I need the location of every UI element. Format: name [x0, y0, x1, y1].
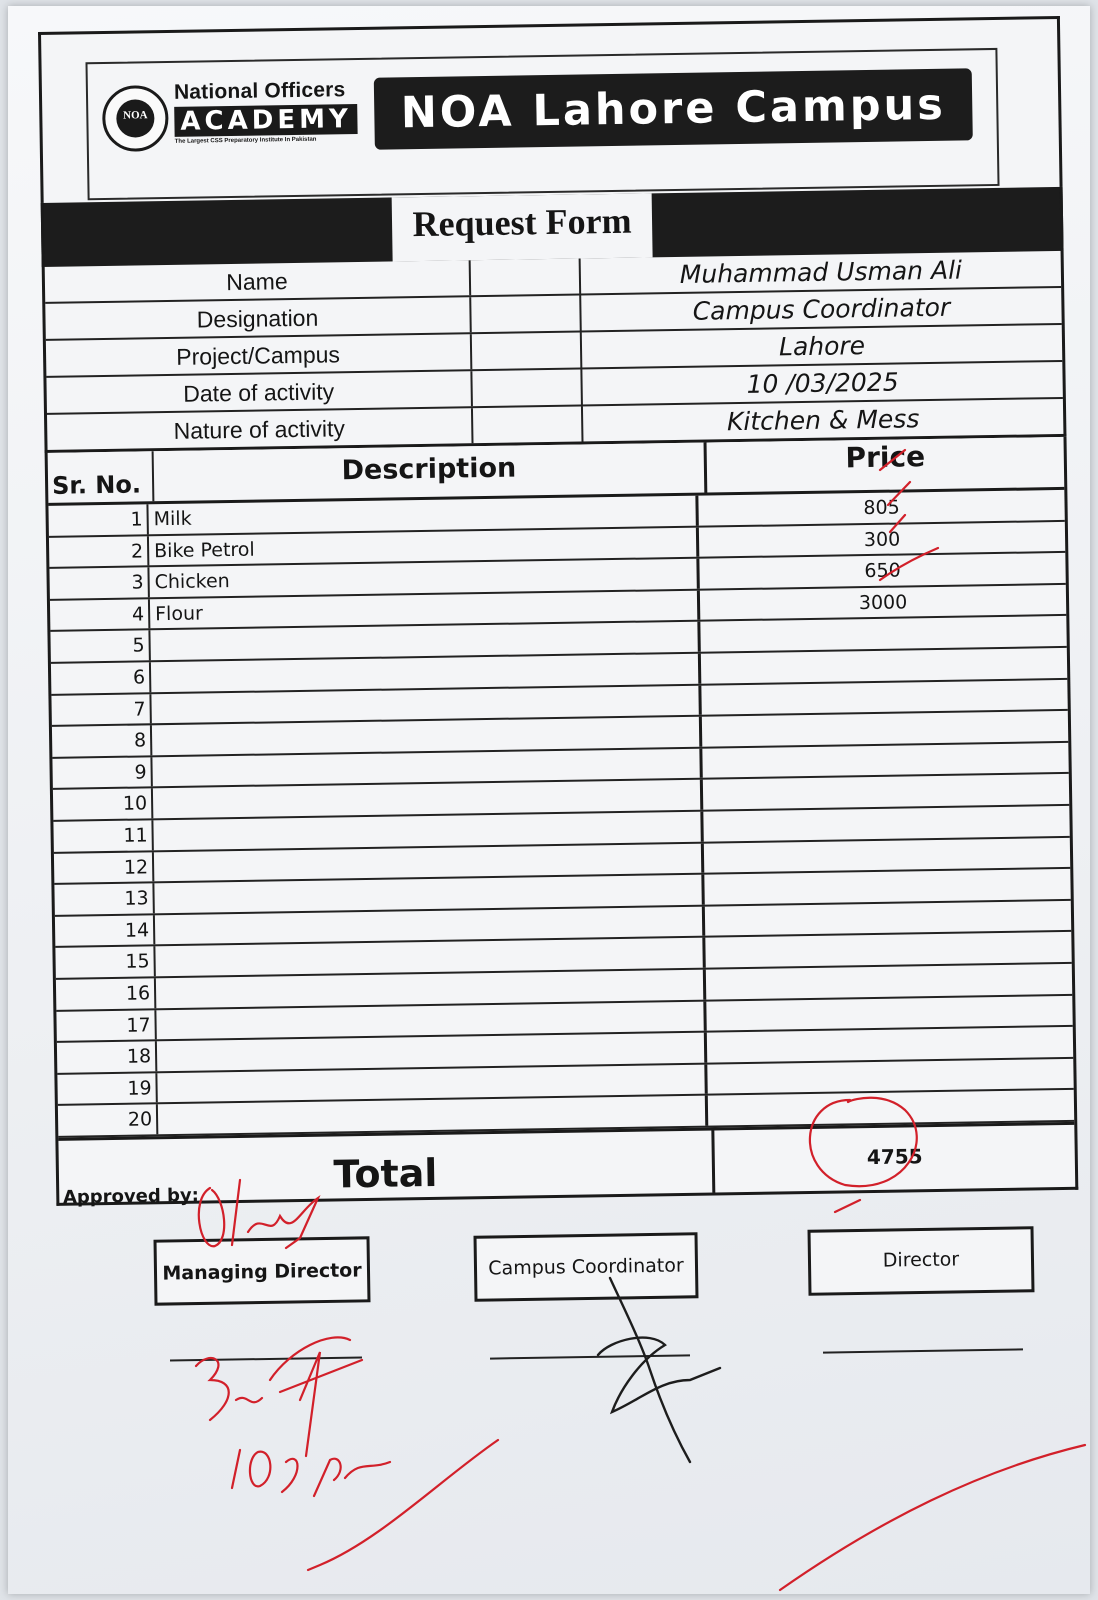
row-description: Milk — [148, 496, 698, 534]
director-signature-line — [823, 1348, 1023, 1353]
info-label: Name — [45, 260, 471, 302]
row-number: 17 — [56, 1010, 156, 1041]
row-number: 7 — [51, 694, 151, 725]
row-number: 18 — [57, 1041, 157, 1072]
row-price — [701, 679, 1067, 714]
campus-coordinator-box: Campus Coordinator — [473, 1232, 698, 1302]
managing-director-box: Managing Director — [153, 1236, 370, 1305]
campus-banner: NOA Lahore Campus — [374, 68, 973, 149]
row-number: 15 — [55, 947, 155, 978]
row-price — [702, 743, 1068, 778]
row-price — [704, 869, 1070, 904]
row-number: 9 — [52, 757, 152, 788]
row-number: 6 — [51, 662, 151, 693]
info-value: 10 /03/2025 — [746, 367, 899, 399]
header-frame — [85, 48, 999, 200]
logo-emblem-text: NOA — [122, 109, 148, 122]
row-price — [703, 774, 1069, 809]
row-number: 10 — [53, 789, 153, 820]
noa-logo-icon — [102, 85, 169, 152]
col-desc-header: Description — [154, 443, 708, 502]
row-number: 2 — [49, 536, 149, 567]
row-number: 1 — [48, 504, 148, 535]
approved-by-label: Approved by: — [62, 1184, 200, 1209]
row-number: 8 — [52, 725, 152, 756]
info-label: Date of activity — [46, 371, 472, 413]
info-label: Nature of activity — [47, 408, 473, 450]
row-number: 16 — [56, 978, 156, 1009]
row-number: 19 — [57, 1073, 157, 1104]
row-price — [707, 1059, 1073, 1094]
row-description: Bike Petrol — [149, 527, 699, 565]
row-description: Flour — [150, 590, 700, 628]
row-price — [705, 901, 1071, 936]
info-value: Muhammad Usman Ali — [679, 255, 963, 289]
row-price — [706, 995, 1072, 1030]
director-box: Director — [807, 1226, 1034, 1296]
row-number: 3 — [49, 568, 149, 599]
logo-wordmark — [174, 78, 365, 145]
row-price — [704, 837, 1070, 872]
row-price — [701, 648, 1067, 683]
request-form — [38, 16, 1078, 1209]
row-number: 14 — [55, 915, 155, 946]
info-table — [42, 251, 1067, 453]
managing-director-signature-line — [170, 1356, 362, 1361]
row-number: 12 — [54, 852, 154, 883]
info-label: Project/Campus — [46, 334, 472, 376]
paper-sheet — [8, 6, 1090, 1594]
col-price-header: Price — [845, 440, 926, 475]
logo-tagline: The Largest CSS Preparatory Institute In Pakistan — [174, 136, 317, 145]
form-title: Request Form — [392, 193, 653, 261]
row-number: 4 — [50, 599, 150, 630]
row-price — [708, 1090, 1074, 1125]
row-number: 5 — [50, 631, 150, 662]
logo-title: National Officers — [173, 78, 346, 104]
row-description: Chicken — [149, 559, 699, 597]
total-value: 4755 — [866, 1144, 923, 1169]
col-sr-header: Sr. No. — [48, 451, 155, 503]
info-label: Designation — [45, 297, 471, 339]
info-value: Kitchen & Mess — [726, 404, 920, 437]
row-number: 13 — [54, 883, 154, 914]
row-price — [700, 616, 1066, 651]
campus-coordinator-signature-line — [490, 1354, 690, 1359]
row-price: 300 — [863, 528, 901, 551]
row-price: 805 — [863, 496, 900, 520]
form-header — [38, 16, 1063, 203]
row-price: 650 — [864, 559, 901, 583]
row-price — [702, 711, 1068, 746]
logo-name: ACADEMY — [174, 104, 358, 137]
row-price — [706, 964, 1072, 999]
row-price — [707, 1027, 1073, 1062]
item-rows — [48, 490, 1074, 1138]
total-label: Total — [58, 1130, 715, 1202]
items-table — [45, 437, 1079, 1209]
info-value: Lahore — [778, 331, 866, 362]
info-value: Campus Coordinator — [692, 292, 951, 326]
row-number: 20 — [58, 1105, 158, 1136]
row-price — [703, 806, 1069, 841]
row-number: 11 — [53, 820, 153, 851]
row-price: 3000 — [858, 591, 908, 614]
row-price — [705, 932, 1071, 967]
